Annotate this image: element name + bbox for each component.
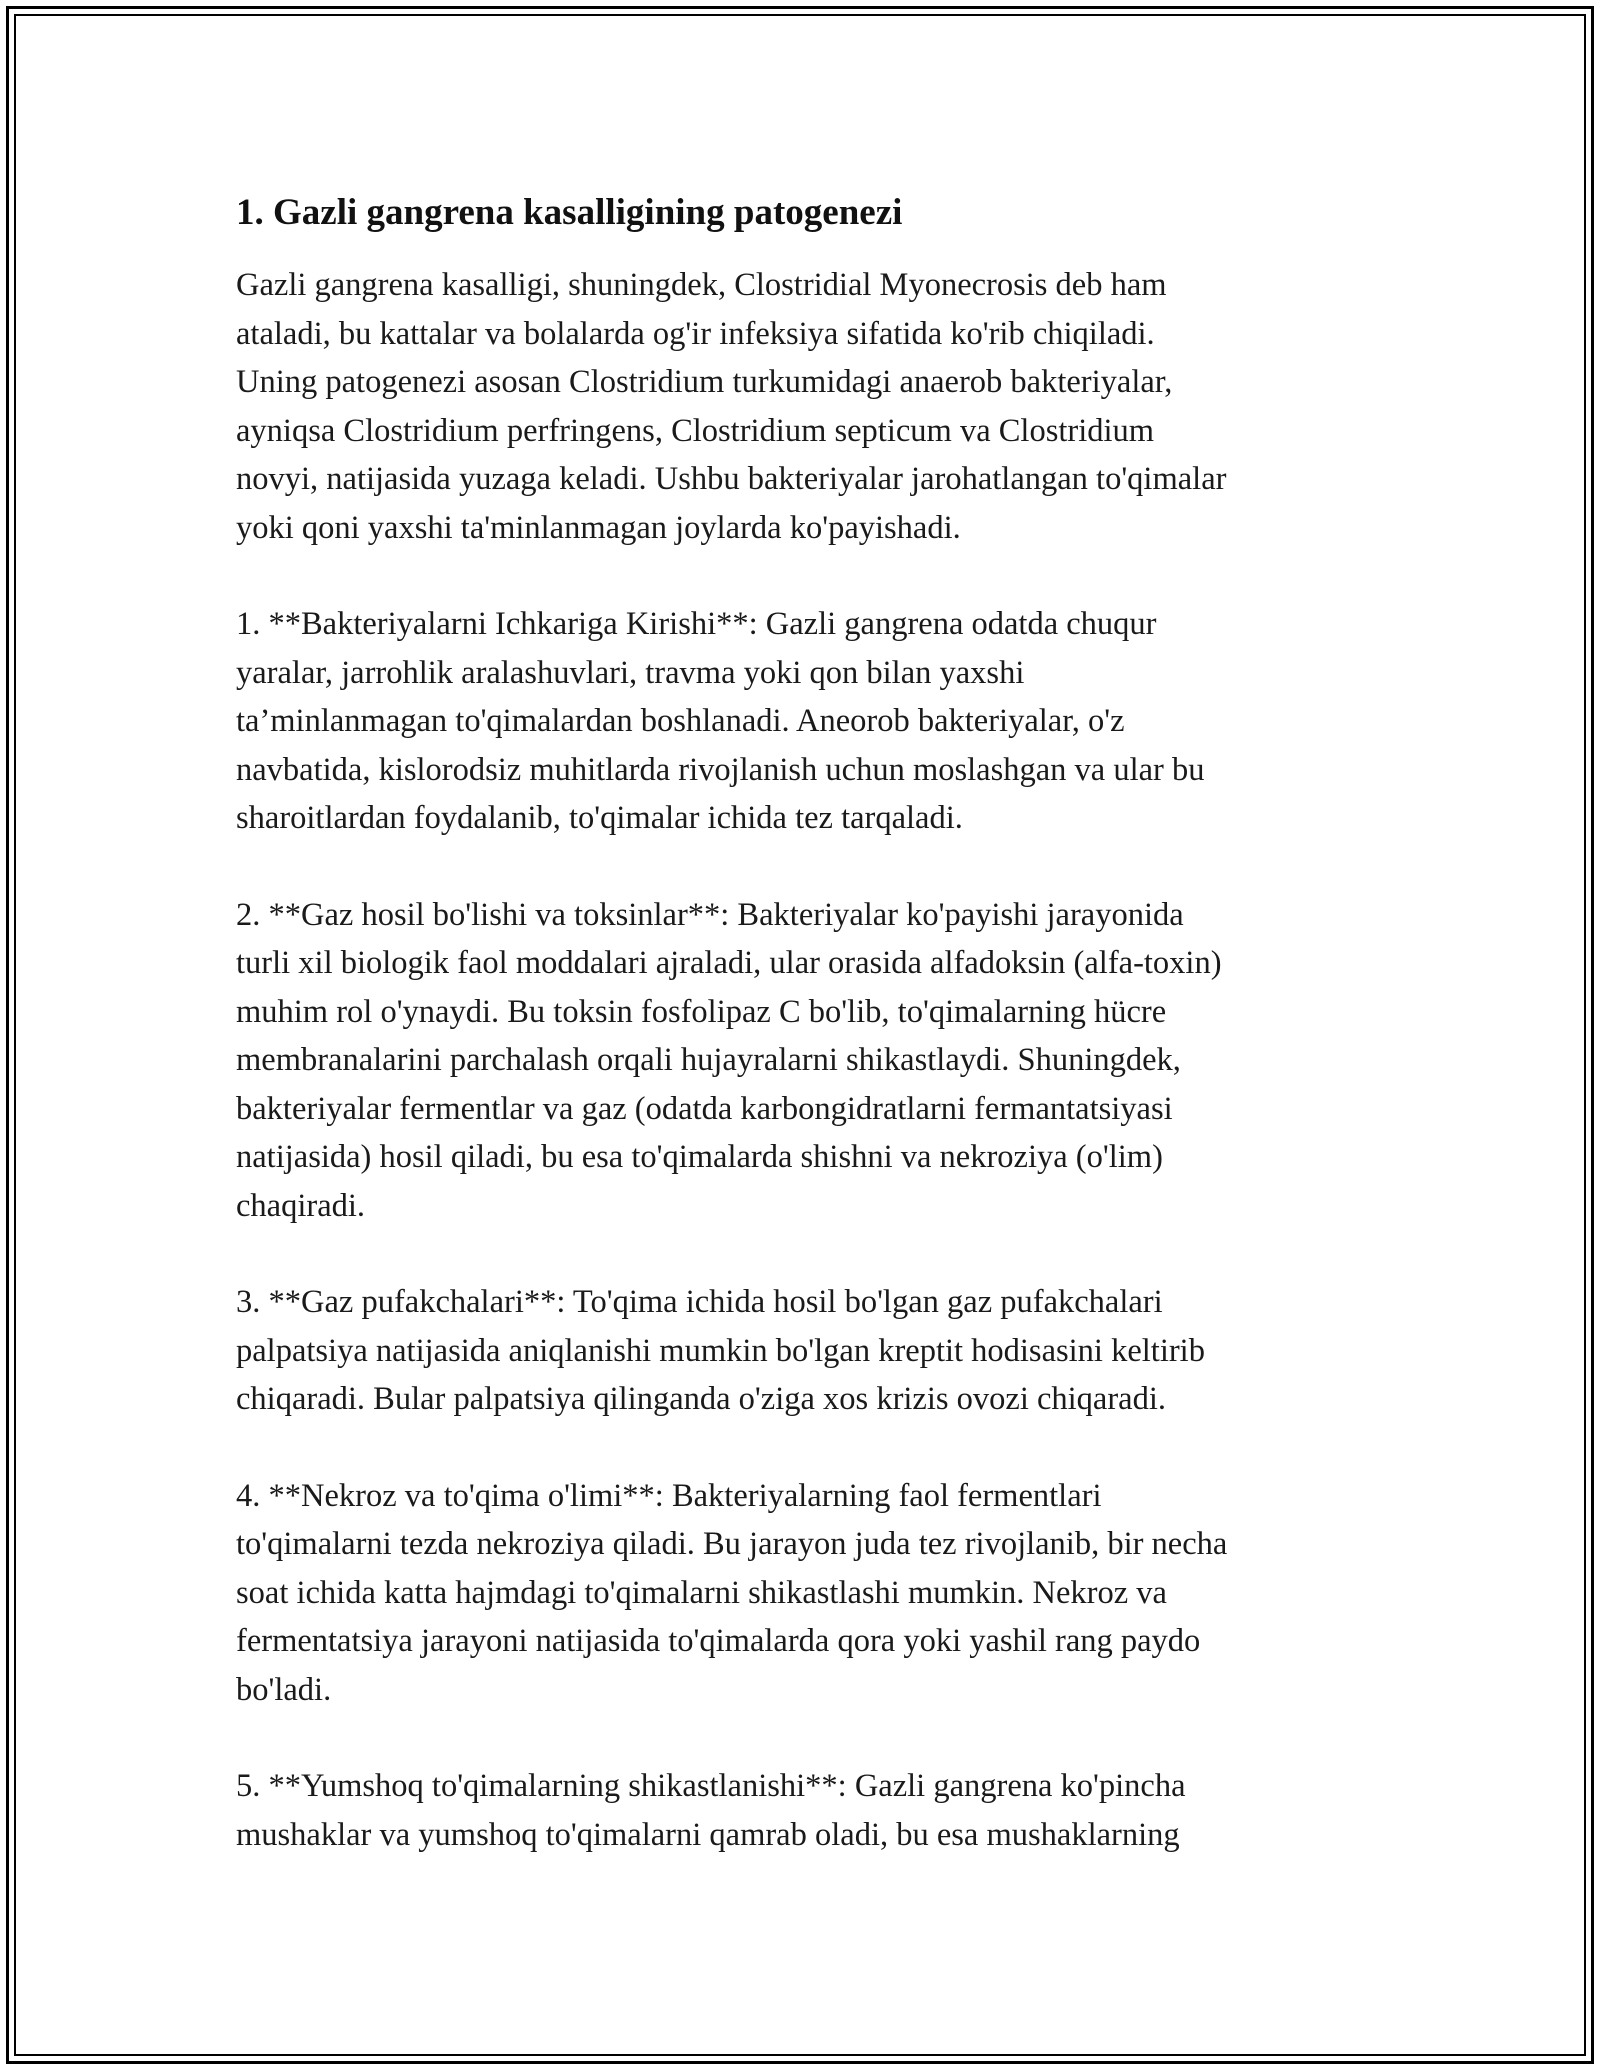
- paragraph-item-1: [236, 600, 1366, 843]
- paragraph-intro: [236, 261, 1366, 552]
- paragraph-line: 2. **Gaz hosil bo'lishi va toksinlar**: Bakteriyalar ko'payishi jarayonida: [236, 896, 1184, 933]
- paragraph-line: turli xil biologik faol moddalari ajraladi, ular orasida alfadoksin (alfa-toxin): [236, 945, 1222, 981]
- paragraph-line: chiqaradi. Bular palpatsiya qilinganda o'ziga xos krizis ovozi chiqaradi.: [236, 1381, 1167, 1417]
- paragraph-line: to'qimalarni tezda nekroziya qiladi. Bu jarayon juda tez rivojlanib, bir necha: [236, 1526, 1228, 1562]
- paragraph-line: muhim rol o'ynaydi. Bu toksin fosfolipaz C bo'lib, to'qimalarning hücre: [236, 993, 1167, 1030]
- paragraph-line: yaralar, jarrohlik aralashuvlari, travma yoki qon bilan yaxshi: [236, 654, 1025, 691]
- paragraph-line: Gazli gangrena kasalligi, shuningdek, Clostridial Myonecrosis deb ham: [236, 267, 1167, 303]
- paragraph-line: fermentatsiya jarayoni natijasida to'qimalarda qora yoki yashil rang paydo: [236, 1623, 1201, 1659]
- paragraph-line: natijasida) hosil qiladi, bu esa to'qimalarda shishni va nekroziya (o'lim): [236, 1139, 1163, 1175]
- paragraph-line: navbatida, kislorodsiz muhitlarda rivojlanish uchun moslashgan va ular bu: [236, 751, 1205, 788]
- document-heading: 1. Gazli gangrena kasalligining patogenezi: [236, 192, 903, 233]
- paragraph-line: bakteriyalar fermentlar va gaz (odatda karbongidratlarni fermantatsiyasi: [236, 1090, 1173, 1127]
- paragraph-item-4: [236, 1472, 1366, 1715]
- paragraph-line: 4. **Nekroz va to'qima o'limi**: Bakteriyalarning faol fermentlari: [236, 1477, 1102, 1514]
- paragraph-line: yoki qoni yaxshi ta'minlanmagan joylarda ko'payishadi.: [236, 509, 961, 546]
- paragraph-line: 5. **Yumshoq to'qimalarning shikastlanishi**: Gazli gangrena ko'pincha: [236, 1768, 1186, 1804]
- paragraph-item-3: [236, 1278, 1366, 1424]
- paragraph-line: sharoitlardan foydalanib, to'qimalar ichida tez tarqaladi.: [236, 800, 963, 836]
- paragraph-line: bo'ladi.: [236, 1671, 332, 1708]
- paragraph-line: novyi, natijasida yuzaga keladi. Ushbu bakteriyalar jarohatlangan to'qimalar: [236, 461, 1227, 497]
- paragraph-line: mushaklar va yumshoq to'qimalarni qamrab oladi, bu esa mushaklarning: [236, 1816, 1180, 1853]
- document-body: [236, 186, 1366, 1907]
- paragraph-line: ayniqsa Clostridium perfringens, Clostridium septicum va Clostridium: [236, 412, 1155, 449]
- paragraph-line: 1. **Bakteriyalarni Ichkariga Kirishi**: Gazli gangrena odatda chuqur: [236, 606, 1157, 642]
- paragraph-line: ataladi, bu kattalar va bolalarda og'ir infeksiya sifatida ko'rib chiqiladi.: [236, 315, 1155, 352]
- paragraph-item-5: [236, 1762, 1366, 1859]
- paragraph-line: chaqiradi.: [236, 1187, 366, 1224]
- paragraph-line: palpatsiya natijasida aniqlanishi mumkin bo'lgan kreptit hodisasini keltirib: [236, 1332, 1205, 1369]
- paragraph-line: soat ichida katta hajmdagi to'qimalarni shikastlashi mumkin. Nekroz va: [236, 1574, 1167, 1611]
- paragraph-line: Uning patogenezi asosan Clostridium turkumidagi anaerob bakteriyalar,: [236, 364, 1173, 400]
- paragraph-line: 3. **Gaz pufakchalari**: To'qima ichida hosil bo'lgan gaz pufakchalari: [236, 1284, 1163, 1320]
- paragraph-item-2: [236, 891, 1366, 1231]
- paragraph-line: ta’minlanmagan to'qimalardan boshlanadi. Aneorob bakteriyalar, o'z: [236, 703, 1125, 739]
- paragraph-line: membranalarini parchalash orqali hujayralarni shikastlaydi. Shuningdek,: [236, 1042, 1181, 1078]
